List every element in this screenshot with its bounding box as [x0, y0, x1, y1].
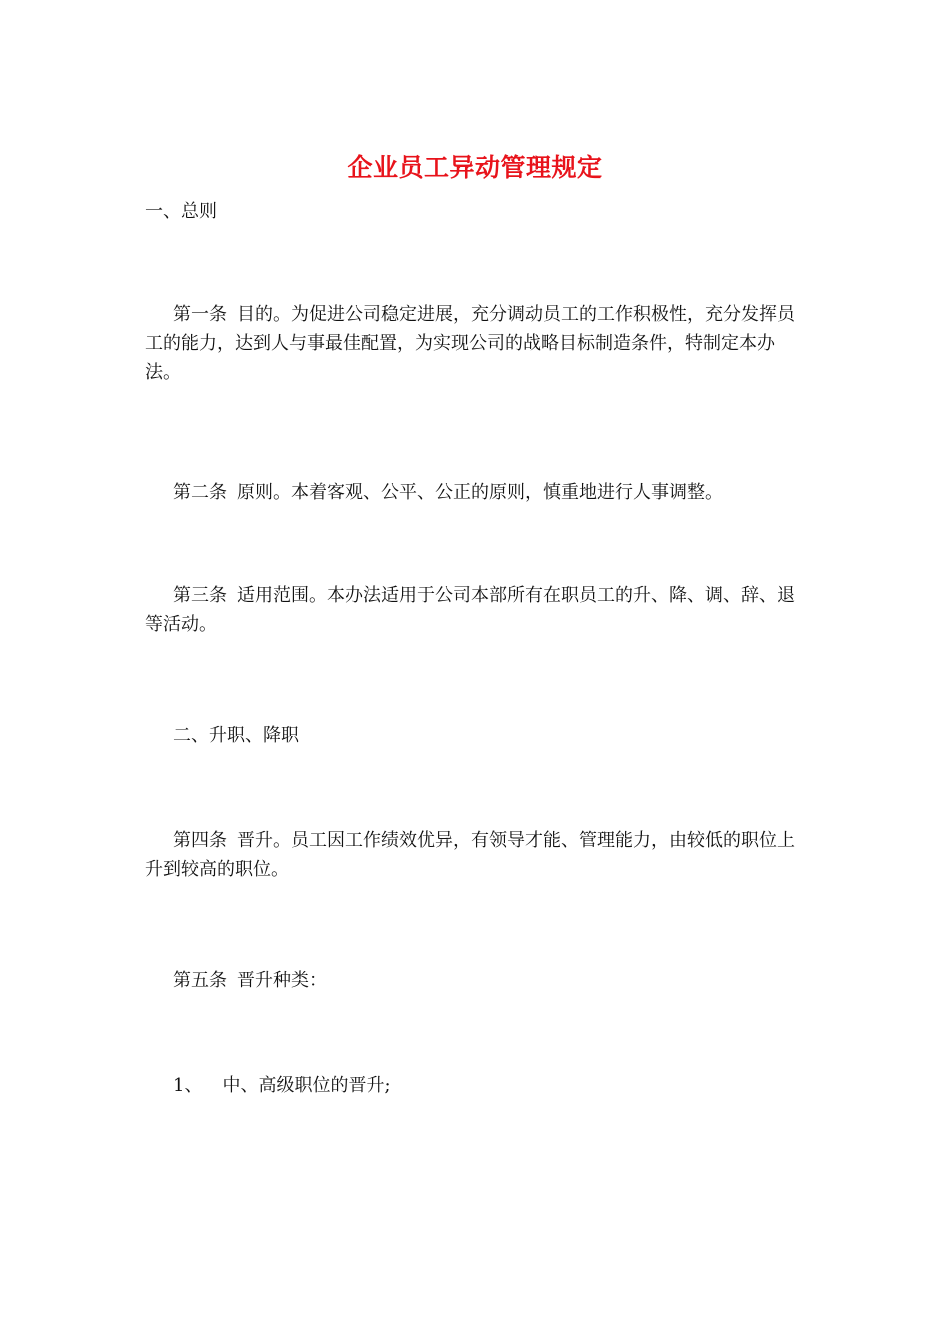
section-heading-general: 一、总则 — [145, 201, 217, 222]
article-4-text: 晋升。员工因工作绩效优异，有领导才能、管理能力，由较低的职位上升到较高的职位。 — [145, 830, 795, 880]
article-3 — [145, 581, 810, 639]
article-4 — [145, 826, 810, 884]
document-title: 企业员工异动管理规定 — [347, 153, 603, 182]
article-2-label: 第二条 — [173, 482, 227, 503]
section-heading-promotion: 二、升职、降职 — [173, 725, 299, 746]
article-1 — [145, 300, 810, 387]
article-5 — [145, 966, 810, 995]
list-item-1-number: 1、 — [173, 1075, 203, 1096]
article-2 — [145, 478, 810, 507]
article-3-text: 适用范围。本办法适用于公司本部所有在职员工的升、降、调、辞、退等活动。 — [145, 585, 795, 635]
article-4-label: 第四条 — [173, 830, 227, 851]
article-3-label: 第三条 — [173, 585, 227, 606]
article-5-text: 晋升种类： — [237, 970, 327, 991]
list-item-1 — [145, 1071, 810, 1100]
article-1-label: 第一条 — [173, 304, 227, 325]
list-item-1-text: 中、高级职位的晋升; — [222, 1075, 391, 1096]
article-5-label: 第五条 — [173, 970, 227, 991]
article-1-text: 目的。为促进公司稳定进展，充分调动员工的工作积极性，充分发挥员工的能力，达到人与事最佳配置，为实现公司的战略目标制造条件，特制定本办法。 — [145, 304, 795, 383]
article-2-text: 原则。本着客观、公平、公正的原则，慎重地进行人事调整。 — [237, 482, 723, 503]
